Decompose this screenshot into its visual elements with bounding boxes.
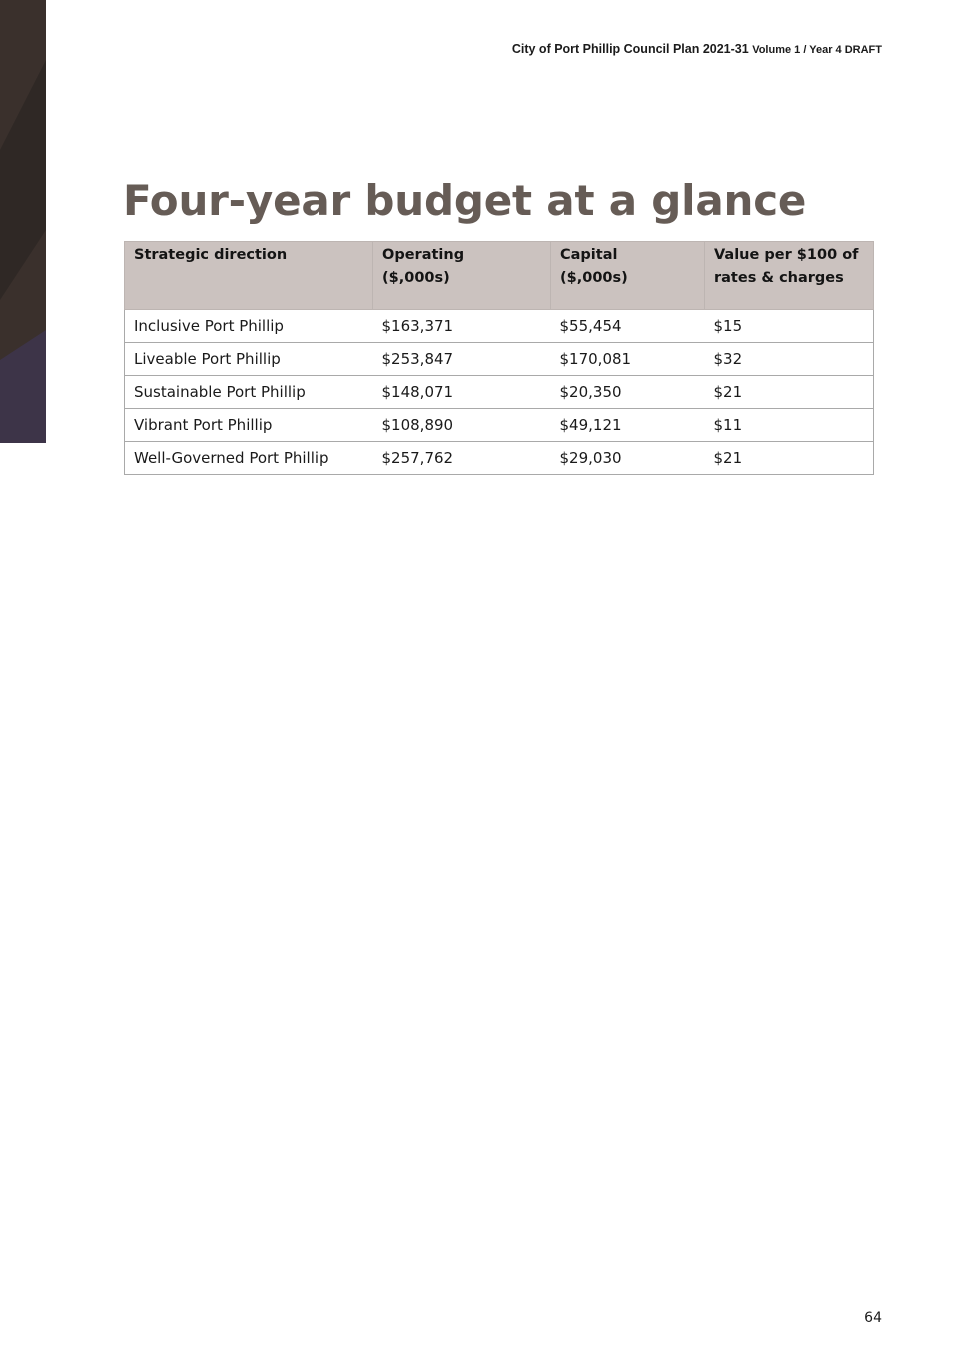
cell-value-per-100: $21 [705,442,874,475]
cell-operating: $148,071 [373,376,551,409]
cell-capital: $29,030 [551,442,705,475]
page-title: Four-year budget at a glance [123,176,807,225]
running-header [512,42,882,56]
cell-value-per-100: $11 [705,409,874,442]
cell-capital: $170,081 [551,343,705,376]
table-header-row [125,242,874,310]
table-row [125,343,874,376]
table-row [125,310,874,343]
header-doc-title: City of Port Phillip Council Plan 2021-31 [511,42,749,56]
header-value-per-100: Value per $100 of rates & charges [705,242,874,310]
header-operating: Operating ($,000s) [373,242,551,310]
cell-value-per-100: $32 [705,343,874,376]
cell-capital: $49,121 [551,409,705,442]
table-row [125,376,874,409]
cell-operating: $253,847 [373,343,551,376]
header-capital: Capital ($,000s) [551,242,705,310]
cell-value-per-100: $15 [705,310,874,343]
table-row [125,442,874,475]
cell-capital: $55,454 [551,310,705,343]
cell-operating: $108,890 [373,409,551,442]
decorative-side-band [0,0,46,443]
side-band-graphic [0,0,46,443]
cell-capital: $20,350 [551,376,705,409]
cell-operating: $163,371 [373,310,551,343]
cell-operating: $257,762 [373,442,551,475]
budget-table [124,241,874,475]
cell-strategic-direction: Well-Governed Port Phillip [125,442,373,475]
table-row [125,409,874,442]
page-number: 64 [864,1310,882,1326]
cell-strategic-direction: Vibrant Port Phillip [125,409,373,442]
cell-value-per-100: $21 [705,376,874,409]
header-volume-info: Volume 1 / Year 4 DRAFT [752,44,882,56]
cell-strategic-direction: Liveable Port Phillip [125,343,373,376]
header-strategic-direction: Strategic direction [125,242,373,310]
cell-strategic-direction: Inclusive Port Phillip [125,310,373,343]
cell-strategic-direction: Sustainable Port Phillip [125,376,373,409]
